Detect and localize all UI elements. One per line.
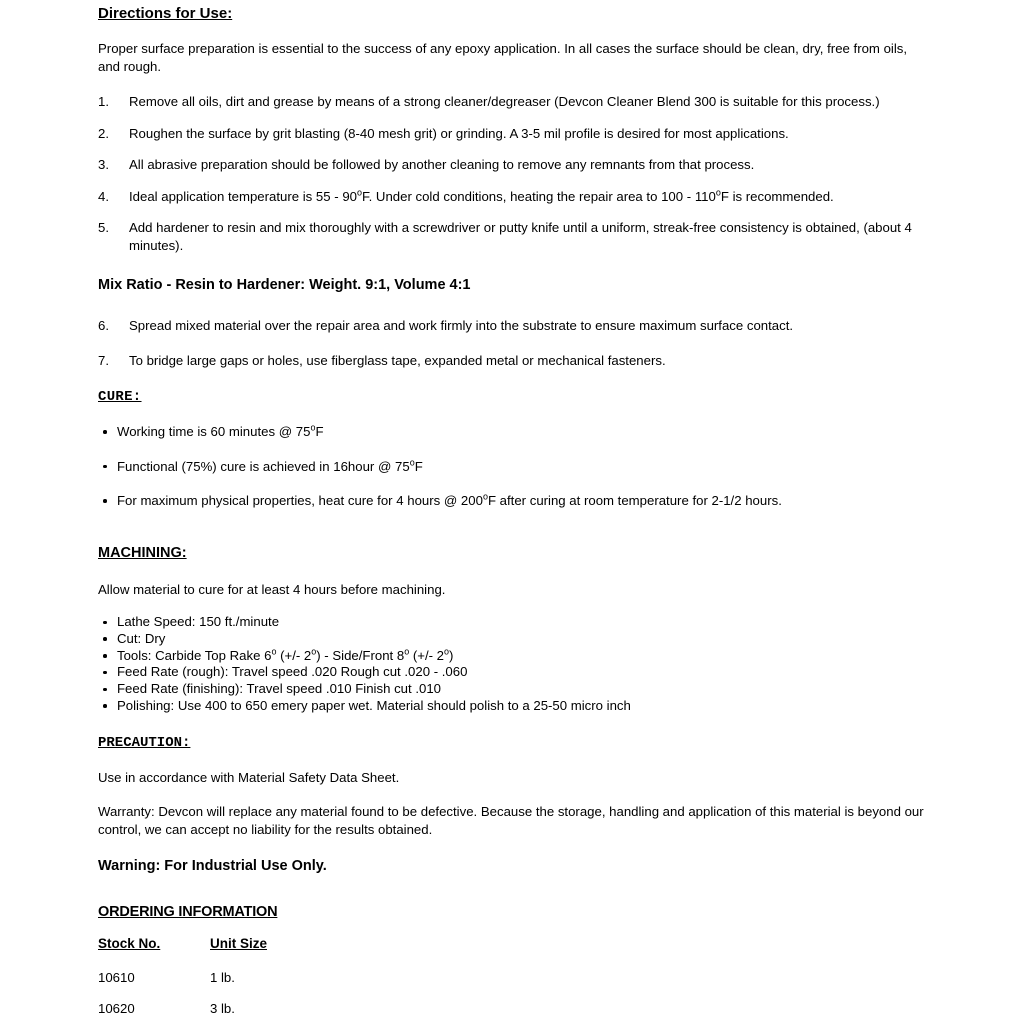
document-body: [98, 4, 928, 1031]
list-item-number: 2.: [98, 125, 109, 141]
warning-text: Warning: For Industrial Use Only.: [98, 858, 327, 875]
precaution-heading: [98, 735, 928, 751]
list-item-number: 4.: [98, 188, 109, 204]
list-item: [98, 125, 928, 143]
list-item-text: To bridge large gaps or holes, use fiberglass tape, expanded metal or mechanical fasteners.: [129, 352, 666, 368]
list-item: Working time is 60 minutes @ 75$^o$F: [98, 423, 928, 441]
cell-unit-size: 1 lb.: [210, 970, 235, 986]
list-item-text: Add hardener to resin and mix thoroughly with a screwdriver or putty knife until a uniform, streak-free consistency is obtained, (about 4 minutes).: [129, 220, 912, 253]
list-item: Functional (75%) cure is achieved in 16hour @ 75$^o$F: [98, 458, 928, 476]
steps-list-part1: [98, 93, 928, 254]
precaution-text: Use in accordance with Material Safety Data Sheet.: [98, 769, 400, 785]
list-item: [98, 317, 928, 335]
list-item: [98, 188, 928, 206]
list-item-number: 6.: [98, 318, 109, 333]
list-item-text: Remove all oils, dirt and grease by means of a strong cleaner/degreaser (Devcon Cleaner Blend 300 is suitable for this process.): [129, 94, 880, 109]
directions-heading-text: Directions for Use:: [98, 5, 233, 22]
cure-list: [98, 423, 928, 510]
intro-paragraph: Proper surface preparation is essential to the success of any epoxy application. In all cases the surface should be clean, dry, free from oils, and rough.: [98, 41, 908, 74]
steps-list-part2: [98, 317, 928, 369]
list-item-number: 7.: [98, 352, 109, 368]
table-row: [98, 969, 267, 1000]
list-item-text: All abrasive preparation should be followed by another cleaning to remove any remnants from that process.: [129, 157, 755, 172]
list-item-text: Spread mixed material over the repair area and work firmly into the substrate to ensure maximum surface contact.: [129, 318, 794, 333]
machining-heading: [98, 544, 928, 563]
list-item: [98, 93, 928, 111]
machining-heading-text: MACHINING:: [98, 544, 187, 561]
list-item: [98, 352, 928, 370]
precaution-heading-text: PRECAUTION:: [98, 734, 191, 751]
cell-stock-no: 10620: [98, 1001, 135, 1017]
list-item: Cut: Dry: [98, 631, 928, 648]
machining-intro: Allow material to cure for at least 4 hours before machining.: [98, 581, 446, 597]
column-header-unit-size: Unit Size: [210, 936, 268, 952]
cure-heading-text: CURE:: [98, 389, 142, 405]
cure-heading: [98, 389, 928, 405]
ordering-information-heading: ORDERING INFORMATION: [98, 904, 278, 921]
list-item: Feed Rate (finishing): Travel speed .010 Finish cut .010: [98, 681, 928, 698]
list-item-number: 5.: [98, 220, 109, 235]
list-item: [98, 219, 928, 254]
warranty-text: Warranty: Devcon will replace any material found to be defective. Because the storage, handling and application of this material is beyond our control, we can accept no liability for the results obtained.: [98, 804, 924, 837]
list-item: Polishing: Use 400 to 650 emery paper wet. Material should polish to a 25-50 micro inch: [98, 698, 928, 715]
list-item-text: Roughen the surface by grit blasting (8-40 mesh grit) or grinding. A 3-5 mil profile is desired for most applications.: [129, 125, 789, 141]
mix-ratio-heading: Mix Ratio - Resin to Hardener: Weight. 9:1, Volume 4:1: [98, 277, 471, 293]
column-header-stock-no: Stock No.: [98, 936, 161, 952]
list-item-number: 1.: [98, 94, 109, 109]
list-item: Tools: Carbide Top Rake 6$^o$ (+/- 2$^o$) - Side/Front 8$^o$ (+/- 2$^o$): [98, 648, 928, 665]
cell-unit-size: 3 lb.: [210, 1001, 235, 1017]
directions-heading: [98, 4, 928, 24]
cell-stock-no: 10610: [98, 970, 135, 986]
machining-list: [98, 614, 928, 715]
list-item: Feed Rate (rough): Travel speed .020 Rough cut .020 - .060: [98, 664, 928, 681]
table-header-row: [98, 936, 267, 969]
ordering-table: [98, 936, 267, 1031]
list-item-text: Ideal application temperature is 55 - 90$^o$F. Under cold conditions, heating the repair area to 100 - 110$^o$F is recommended.: [129, 187, 834, 204]
list-item-number: 3.: [98, 157, 109, 172]
list-item: Lathe Speed: 150 ft./minute: [98, 614, 928, 631]
table-row: [98, 1000, 267, 1031]
list-item: [98, 156, 928, 174]
list-item: For maximum physical properties, heat cure for 4 hours @ 200$^o$F after curing at room temperature for 2-1/2 hours.: [98, 492, 928, 510]
